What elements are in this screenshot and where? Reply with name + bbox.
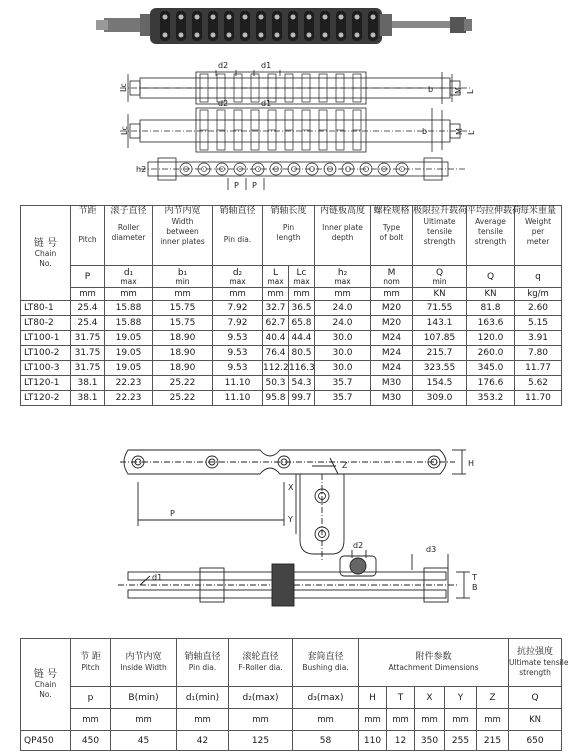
table-cell: 215 (477, 731, 509, 751)
table-row (21, 346, 562, 361)
table-cell: 45 (111, 731, 177, 751)
table-cell: 7.80 (515, 346, 562, 361)
table-cell: 62.7 (263, 316, 289, 331)
table2-head-attachment: 附件参数 Attachment Dimensions (359, 639, 509, 687)
table1-symbol: Q (467, 266, 515, 288)
table-cell: 19.05 (105, 361, 153, 376)
table2-unit: mm (445, 709, 477, 731)
table-cell: 15.75 (153, 316, 213, 331)
table1-head-plate-depth: 内链板高度 Inner plate depth (315, 206, 371, 266)
table1-unit: mm (153, 288, 213, 301)
table-cell: 76.4 (263, 346, 289, 361)
table-cell: 30.0 (315, 346, 371, 361)
table-cell: 22.23 (105, 376, 153, 391)
table-row (21, 376, 562, 391)
table-cell: M20 (371, 301, 413, 316)
table-cell: M20 (371, 316, 413, 331)
table2-unit: mm (111, 709, 177, 731)
table-cell: 25.22 (153, 391, 213, 406)
table1-unit: mm (263, 288, 289, 301)
table2-symbol: H (359, 687, 387, 709)
chain-view-single (120, 70, 470, 104)
label-d2-1: d2 (218, 61, 229, 70)
table2-symbol: d₃(max) (293, 687, 359, 709)
table-cell: 54.3 (289, 376, 315, 391)
chain-photo (96, 8, 472, 44)
table1-unit: kg/m (515, 288, 562, 301)
label-l-1: L (466, 89, 475, 94)
attachment-chain-drawing (0, 430, 579, 630)
table1-unit: mm (105, 288, 153, 301)
table2-symbol: Z (477, 687, 509, 709)
table-cell: 11.10 (213, 391, 263, 406)
table2-symbol: Y (445, 687, 477, 709)
table1-symbol: Q min (413, 266, 467, 288)
label-d3: d3 (426, 545, 437, 554)
table-row (21, 331, 562, 346)
table1-head-width: 内节内宽 Width between inner plates (153, 206, 213, 266)
table-cell: 44.4 (289, 331, 315, 346)
table-cell: 15.88 (105, 316, 153, 331)
table-cell: M30 (371, 376, 413, 391)
table-cell: 15.88 (105, 301, 153, 316)
table2-symbol: d₁(min) (177, 687, 229, 709)
table-cell: 650 (509, 731, 562, 751)
chain-number-cell: LT80-2 (21, 316, 71, 331)
table1-header-row (21, 206, 562, 266)
table-cell: 116.3 (289, 361, 315, 376)
table-cell: 38.1 (71, 391, 105, 406)
table-cell: 65.8 (289, 316, 315, 331)
table-cell: 154.5 (413, 376, 467, 391)
table-cell: M24 (371, 361, 413, 376)
table2-unit: mm (177, 709, 229, 731)
table2-symbol: p (71, 687, 111, 709)
table-cell: 95.8 (263, 391, 289, 406)
chain-view-side (140, 158, 465, 190)
table-cell: 24.0 (315, 316, 371, 331)
label-p-1: P (234, 181, 239, 190)
table2-unit: mm (415, 709, 445, 731)
table-cell: 112.2 (263, 361, 289, 376)
table1-unit: mm (289, 288, 315, 301)
table-cell: 7.92 (213, 301, 263, 316)
table-cell: 18.90 (153, 346, 213, 361)
table1-symbol: h₂ max (315, 266, 371, 288)
table-cell: 18.90 (153, 361, 213, 376)
table2-unit: mm (293, 709, 359, 731)
chain-number-cell: LT100-3 (21, 361, 71, 376)
chain-number-cell: LT120-2 (21, 391, 71, 406)
table1-symbol: Lc max (289, 266, 315, 288)
chain-number-cell: QP450 (21, 731, 71, 751)
table-cell: 30.0 (315, 331, 371, 346)
table2-body (21, 731, 562, 751)
table2-unit: mm (387, 709, 415, 731)
table2-unit: mm (359, 709, 387, 731)
table-row (21, 301, 562, 316)
attachment-spec-table (20, 638, 569, 751)
table-cell: 345.0 (467, 361, 515, 376)
table-cell: 19.05 (105, 346, 153, 361)
table-cell: 323.55 (413, 361, 467, 376)
chain-number-cell: LT120-1 (21, 376, 71, 391)
table2-head-pin-dia: 销轴直径 Pin dia. (177, 639, 229, 687)
table2-symbol: d₂(max) (229, 687, 293, 709)
chain-number-cell: LT100-2 (21, 346, 71, 361)
table-cell: 125 (229, 731, 293, 751)
table2-head-bushing-dia: 套筒直径 Bushing dia. (293, 639, 359, 687)
label-x: X (288, 483, 294, 492)
table-cell: 353.2 (467, 391, 515, 406)
label-h: H (468, 459, 475, 468)
label-p-2: P (252, 181, 257, 190)
label-d1: d1 (152, 573, 163, 582)
label-h2: h2 (136, 165, 147, 174)
table-row (21, 391, 562, 406)
chain-number-cell: LT80-1 (21, 301, 71, 316)
table-cell: 350 (415, 731, 445, 751)
table-cell: 31.75 (71, 346, 105, 361)
table-cell: 12 (387, 731, 415, 751)
table1-head-roller: 滚子直径 Roller diameter (105, 206, 153, 266)
table1-symbol: L max (263, 266, 289, 288)
table2-head-pitch: 节 距 Pitch (71, 639, 111, 687)
table-cell: 255 (445, 731, 477, 751)
table-cell: 11.70 (515, 391, 562, 406)
table-cell: 7.92 (213, 316, 263, 331)
table-cell: 5.62 (515, 376, 562, 391)
table1-unit: KN (413, 288, 467, 301)
table-cell: 25.22 (153, 376, 213, 391)
table-cell: 120.0 (467, 331, 515, 346)
table1-unit: mm (371, 288, 413, 301)
table1-symbol: M nom (371, 266, 413, 288)
table-cell: 107.85 (413, 331, 467, 346)
table-cell: 5.15 (515, 316, 562, 331)
table-cell: 81.8 (467, 301, 515, 316)
table-cell: 9.53 (213, 361, 263, 376)
chain-number-cell: LT100-1 (21, 331, 71, 346)
table-cell: 15.75 (153, 301, 213, 316)
label-b-1: b (428, 85, 434, 94)
table2-head-inside-width: 内节内宽 Inside Width (111, 639, 177, 687)
label-d1-2: d1 (261, 99, 272, 108)
label-d1-1: d1 (261, 61, 272, 70)
chain-view-double (120, 108, 470, 152)
table1-symbol: P (71, 266, 105, 288)
chain-spec-table (20, 205, 562, 406)
table1-head-ultimate: 极限拉升载荷 Ultimate tensile strength (413, 206, 467, 266)
table2-symbol: B(min) (111, 687, 177, 709)
label-d2: d2 (353, 541, 364, 550)
table-cell: 9.53 (213, 331, 263, 346)
label-z: Z (342, 461, 348, 470)
table1-symbol: d₂ max (213, 266, 263, 288)
table1-unit: KN (467, 288, 515, 301)
table-cell: 19.05 (105, 331, 153, 346)
table1-head-chain: 链 号 Chain No. (21, 206, 71, 301)
table1-symbol-row (21, 266, 562, 288)
table2-symbol: X (415, 687, 445, 709)
label-l-2: L (467, 130, 476, 135)
label-lc-1: Lc (119, 83, 128, 92)
table-cell: 32.7 (263, 301, 289, 316)
label-m-2: M (455, 128, 464, 135)
label-t: T (472, 573, 477, 582)
table-cell: 176.6 (467, 376, 515, 391)
label-m-1: M (454, 87, 463, 94)
table-row (21, 316, 562, 331)
table-cell: 11.77 (515, 361, 562, 376)
table2-header-row (21, 639, 562, 687)
table2-unit-row (21, 709, 562, 731)
table1-symbol: q (515, 266, 562, 288)
table-cell: 9.53 (213, 346, 263, 361)
table1-head-pin-dia: 销轴直径 Pin dia. (213, 206, 263, 266)
table1-head-pitch: 节距 Pitch (71, 206, 105, 266)
top-chain-drawing (0, 0, 579, 200)
table2-head-chain: 链 号 Chain No. (21, 639, 71, 731)
table-cell: 99.7 (289, 391, 315, 406)
table-cell: 163.6 (467, 316, 515, 331)
table1-symbol: b₁ min (153, 266, 213, 288)
table1-unit-row (21, 288, 562, 301)
table-cell: 11.10 (213, 376, 263, 391)
table1-unit: mm (213, 288, 263, 301)
table2-unit: KN (509, 709, 562, 731)
table-cell: 2.60 (515, 301, 562, 316)
table-cell: 38.1 (71, 376, 105, 391)
table-cell: 35.7 (315, 376, 371, 391)
table2-unit: mm (71, 709, 111, 731)
table-row (21, 361, 562, 376)
table1-body (21, 301, 562, 406)
table-cell: 58 (293, 731, 359, 751)
table-cell: M24 (371, 346, 413, 361)
table2-head-strength: 抗拉强度 Ultimate tensile strength (509, 639, 562, 687)
table-cell: 71.55 (413, 301, 467, 316)
table1-head-average: 平均拉伸载荷 Average tensile strength (467, 206, 515, 266)
table1-head-pin-length: 销轴长度 Pin length (263, 206, 315, 266)
table1-head-bolt: 螺栓规格 Type of bolt (371, 206, 413, 266)
table-cell: 143.1 (413, 316, 467, 331)
table-cell: M30 (371, 391, 413, 406)
table1-unit: mm (71, 288, 105, 301)
table-cell: 450 (71, 731, 111, 751)
table2-unit: mm (229, 709, 293, 731)
table-cell: 110 (359, 731, 387, 751)
table-cell: 36.5 (289, 301, 315, 316)
table2-symbol: T (387, 687, 415, 709)
table-cell: 35.7 (315, 391, 371, 406)
table-cell: M24 (371, 331, 413, 346)
table-cell: 31.75 (71, 361, 105, 376)
table1-symbol: d₁ max (105, 266, 153, 288)
table-cell: 25.4 (71, 301, 105, 316)
label-b: B (472, 583, 478, 592)
table-row (21, 731, 562, 751)
table-cell: 31.75 (71, 331, 105, 346)
table-cell: 80.5 (289, 346, 315, 361)
table-cell: 3.91 (515, 331, 562, 346)
label-b-2: b (422, 127, 428, 136)
table1-head-weight: 每米重量 Weight per meter (515, 206, 562, 266)
table-cell: 42 (177, 731, 229, 751)
label-y: Y (288, 515, 293, 524)
table-cell: 309.0 (413, 391, 467, 406)
table-cell: 22.23 (105, 391, 153, 406)
label-p: P (170, 509, 175, 518)
table1-unit: mm (315, 288, 371, 301)
label-lc-2: Lc (120, 126, 129, 135)
table-cell: 24.0 (315, 301, 371, 316)
label-d2-2: d2 (218, 99, 229, 108)
table-cell: 215.7 (413, 346, 467, 361)
table-cell: 260.0 (467, 346, 515, 361)
table-cell: 40.4 (263, 331, 289, 346)
table-cell: 50.3 (263, 376, 289, 391)
table2-unit: mm (477, 709, 509, 731)
table-cell: 25.4 (71, 316, 105, 331)
table-cell: 30.0 (315, 361, 371, 376)
table2-head-roller-dia: 滚轮直径 F-Roller dia. (229, 639, 293, 687)
table2-symbol-row (21, 687, 562, 709)
table-cell: 18.90 (153, 331, 213, 346)
table2-symbol: Q (509, 687, 562, 709)
